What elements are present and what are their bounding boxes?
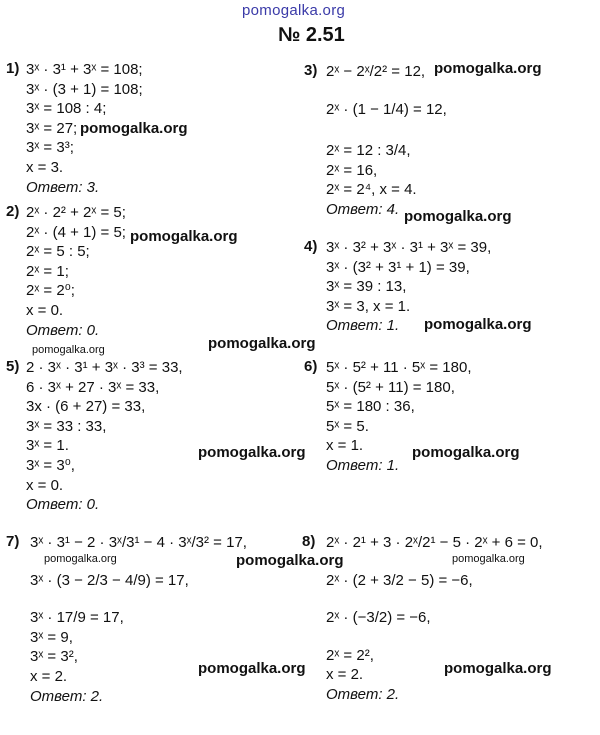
watermark: pomogalka.org (44, 553, 117, 565)
solution-line: 3ˣ = 39 : 13, (326, 278, 407, 296)
solution-line: 2ˣ = 1; (26, 262, 69, 280)
solution-line: 3x · (6 + 27) = 33, (26, 398, 146, 416)
solution-line: 3ˣ · 17/9 = 17, (30, 609, 124, 627)
solution-line: 3ˣ · (3 − 2/3 − 4/9) = 17, (30, 571, 189, 589)
watermark: pomogalka.org (236, 552, 344, 569)
solution-line: 5ˣ = 180 : 36, (326, 398, 415, 416)
watermark: pomogalka.org (198, 444, 306, 461)
solution-line: 3ˣ · (3² + 3¹ + 1) = 39, (326, 258, 470, 276)
problem-3 (326, 62, 447, 220)
solution-line: 2ˣ = 5 : 5; (26, 243, 90, 261)
watermark: pomogalka.org (130, 228, 238, 245)
solution-line: 3ˣ = 3⁰, (26, 456, 75, 474)
problem-number: 3) (304, 62, 318, 79)
problem-number: 5) (6, 358, 20, 375)
solution-line: 6 · 3ˣ + 27 · 3ˣ = 33, (26, 378, 160, 396)
solution-line: x = 0. (26, 476, 64, 494)
answer: Ответ: 1. (326, 456, 400, 474)
solution-line: x = 2. (30, 667, 68, 685)
solution-line: 3ˣ = 9, (30, 628, 73, 646)
solution-line: 2ˣ · 2¹ + 3 · 2ˣ/2¹ − 5 · 2ˣ + 6 = 0, (326, 534, 543, 551)
watermark: pomogalka.org (434, 60, 542, 77)
solution-line: 3ˣ = 108 : 4; (26, 100, 107, 118)
exercise-title: № 2.51 (278, 24, 345, 46)
answer: Ответ: 4. (326, 200, 400, 218)
solution-line: 3ˣ = 3³; (26, 139, 74, 157)
watermark: pomogalka.org (404, 208, 512, 225)
watermark: pomogalka.org (444, 660, 552, 677)
watermark: pomogalka.org (424, 316, 532, 333)
problem-number: 6) (304, 358, 318, 375)
solution-line: 2ˣ = 2², (326, 646, 374, 664)
answer: Ответ: 2. (326, 685, 400, 703)
problem-number: 2) (6, 203, 20, 220)
watermark: pomogalka.org (208, 335, 316, 352)
solution-line: 2ˣ · (2 + 3/2 − 5) = −6, (326, 571, 473, 589)
watermark: pomogalka.org (32, 344, 105, 356)
solution-line: 5ˣ = 5. (326, 417, 369, 435)
solution-line: 2ˣ · (−3/2) = −6, (326, 609, 431, 627)
problem-5 (26, 358, 183, 515)
solution-line: 3ˣ · (3 + 1) = 108; (26, 80, 143, 98)
solution-line: 2 · 3ˣ · 3¹ + 3ˣ · 3³ = 33, (26, 359, 183, 376)
problem-number: 7) (6, 533, 20, 550)
solution-line: x = 3. (26, 158, 64, 176)
solution-line: 3ˣ · 3¹ − 2 · 3ˣ/3¹ − 4 · 3ˣ/3² = 17, (30, 534, 247, 551)
problem-2 (26, 203, 126, 340)
solution-line: 2ˣ = 2⁴, x = 4. (326, 181, 417, 199)
watermark: pomogalka.org (80, 120, 188, 137)
watermark: pomogalka.org (198, 660, 306, 677)
watermark: pomogalka.org (452, 553, 525, 565)
solution-line: 2ˣ = 12 : 3/4, (326, 142, 411, 160)
solution-line: 2ˣ · 2² + 2ˣ = 5; (26, 204, 126, 221)
solution-line: x = 2. (326, 666, 364, 684)
solution-line: 5ˣ · 5² + 11 · 5ˣ = 180, (326, 359, 472, 376)
answer: Ответ: 0. (26, 496, 100, 514)
solution-line: 2ˣ · (4 + 1) = 5; (26, 223, 126, 241)
site-header[interactable]: pomogalka.org (242, 2, 346, 19)
solution-line: 3ˣ = 3, x = 1. (326, 297, 411, 315)
solution-line: 2ˣ · (1 − 1/4) = 12, (326, 100, 447, 118)
solution-line: 2ˣ = 16, (326, 161, 378, 179)
solution-line: 2ˣ − 2ˣ/2² = 12, (326, 63, 426, 80)
solution-line: 3ˣ = 3², (30, 648, 78, 666)
solution-line: x = 0. (26, 301, 64, 319)
problem-number: 1) (6, 60, 20, 77)
solution-line: 3ˣ = 33 : 33, (26, 417, 107, 435)
answer: Ответ: 3. (26, 178, 100, 196)
answer: Ответ: 1. (326, 317, 400, 335)
answer: Ответ: 0. (26, 321, 100, 339)
problem-number: 8) (302, 533, 316, 550)
answer: Ответ: 2. (30, 687, 104, 705)
solution-line: x = 1. (326, 437, 364, 455)
solution-line: 3ˣ · 3¹ + 3ˣ = 108; (26, 61, 143, 78)
solution-line: 5ˣ · (5² + 11) = 180, (326, 378, 455, 396)
solution-line: 2ˣ = 2⁰; (26, 282, 75, 300)
problem-number: 4) (304, 238, 318, 255)
solution-line: 3ˣ = 27; (26, 119, 78, 137)
watermark: pomogalka.org (412, 444, 520, 461)
solution-line: 3ˣ · 3² + 3ˣ · 3¹ + 3ˣ = 39, (326, 239, 492, 256)
solution-line: 3ˣ = 1. (26, 437, 69, 455)
